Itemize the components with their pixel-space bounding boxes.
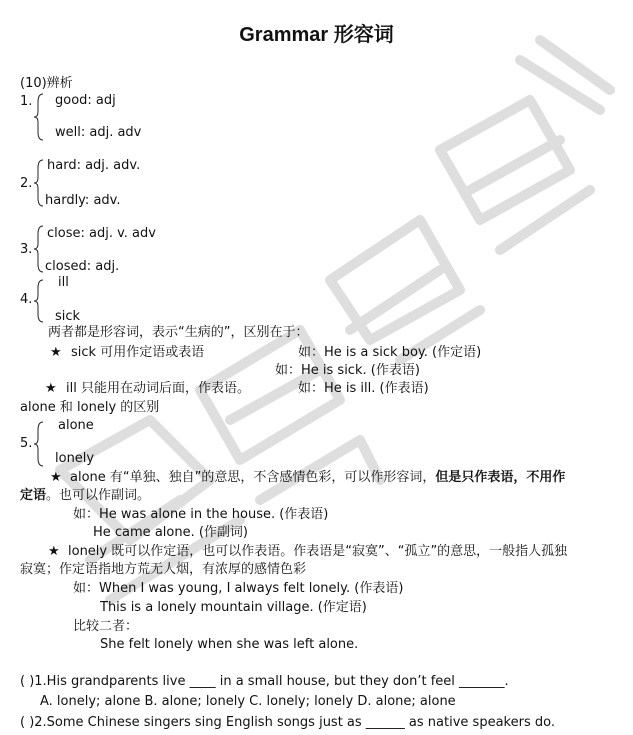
star-icon: ★: [50, 470, 62, 485]
sick-note: 两者都是形容词，表示“生病的”，区别在于：: [48, 325, 309, 340]
brace-icon: [33, 158, 45, 208]
group-4-item-a: ill: [58, 275, 69, 290]
group-1-item-b: well: adj. adv: [55, 125, 142, 140]
question-2: ( )2.Some Chinese singers sing English songs just as ______ as native speakers do.: [20, 715, 555, 730]
alone-rule-cont: [20, 488, 150, 504]
lonely-example-2: This is a lonely mountain village. (作定语): [100, 600, 367, 615]
lonely-rule-1: lonely 既可以作定语，也可以作表语。作表语是“寂寞”、“孤立”的意思，一般指人孤独: [68, 544, 568, 559]
alone-rule-text: alone 有“单独、独自”的意思，不含感情色彩，可以作形容词，: [70, 470, 436, 485]
group-3-item-a: close: adj. v. adv: [47, 226, 156, 241]
question-1-options: A. lonely; alone B. alone; lonely C. lonely; lonely D. alone; alone: [40, 694, 456, 709]
sick-example-2: 如：He is sick. (作表语): [275, 363, 420, 378]
alone-heading: alone 和 lonely 的区别: [20, 400, 160, 415]
sick-example-1: 如：He is a sick boy. (作定语): [298, 345, 482, 360]
lonely-rule-2: 寂寞；作定语指地方荒无人烟，有浓厚的感情色彩: [20, 562, 307, 577]
compare-label: 比较二者：: [73, 619, 139, 634]
compare-example: She felt lonely when she was left alone.: [100, 637, 359, 652]
brace-icon: [33, 420, 45, 468]
sick-rule: sick 可用作定语或表语: [71, 345, 205, 360]
ill-example: 如：He is ill. (作表语): [298, 381, 429, 396]
lonely-example-1: 如：When I was young, I always felt lonely. (作表语): [73, 581, 404, 596]
brace-icon: [33, 92, 45, 142]
alone-example-1: 如：He was alone in the house. (作表语): [73, 507, 329, 522]
group-5-item-a: alone: [58, 418, 94, 433]
group-4-number: 4.: [20, 292, 33, 307]
group-1-number: 1.: [20, 94, 33, 109]
star-icon: ★: [48, 544, 60, 559]
star-icon: ★: [50, 345, 62, 360]
brace-icon: [33, 224, 45, 274]
alone-rule: [70, 470, 565, 486]
ill-rule: ill 只能用在动词后面，作表语。: [66, 381, 250, 396]
alone-rule-emphasis: 但是只作表语，不用作: [435, 470, 566, 485]
question-1: ( )1.His grandparents live ____ in a small house, but they don’t feel _______.: [20, 674, 509, 689]
group-5-number: 5.: [20, 436, 33, 451]
group-1-item-a: good: adj: [55, 93, 116, 108]
group-2-number: 2.: [20, 176, 33, 191]
section-label: (10)辨析: [20, 76, 73, 91]
brace-icon: [33, 278, 45, 324]
group-5-item-b: lonely: [55, 451, 95, 466]
group-4-item-b: sick: [55, 309, 81, 324]
page-title: Grammar 形容词: [239, 24, 394, 46]
group-2-item-a: hard: adj. adv.: [47, 158, 141, 173]
alone-rule-emphasis-2: 定语: [20, 488, 47, 503]
alone-rule-tail: 。也可以作副词。: [46, 488, 151, 503]
group-2-item-b: hardly: adv.: [45, 193, 121, 208]
star-icon: ★: [45, 381, 57, 396]
group-3-number: 3.: [20, 242, 33, 257]
group-3-item-b: closed: adj.: [45, 259, 120, 274]
alone-example-2: He came alone. (作副词): [93, 525, 248, 540]
